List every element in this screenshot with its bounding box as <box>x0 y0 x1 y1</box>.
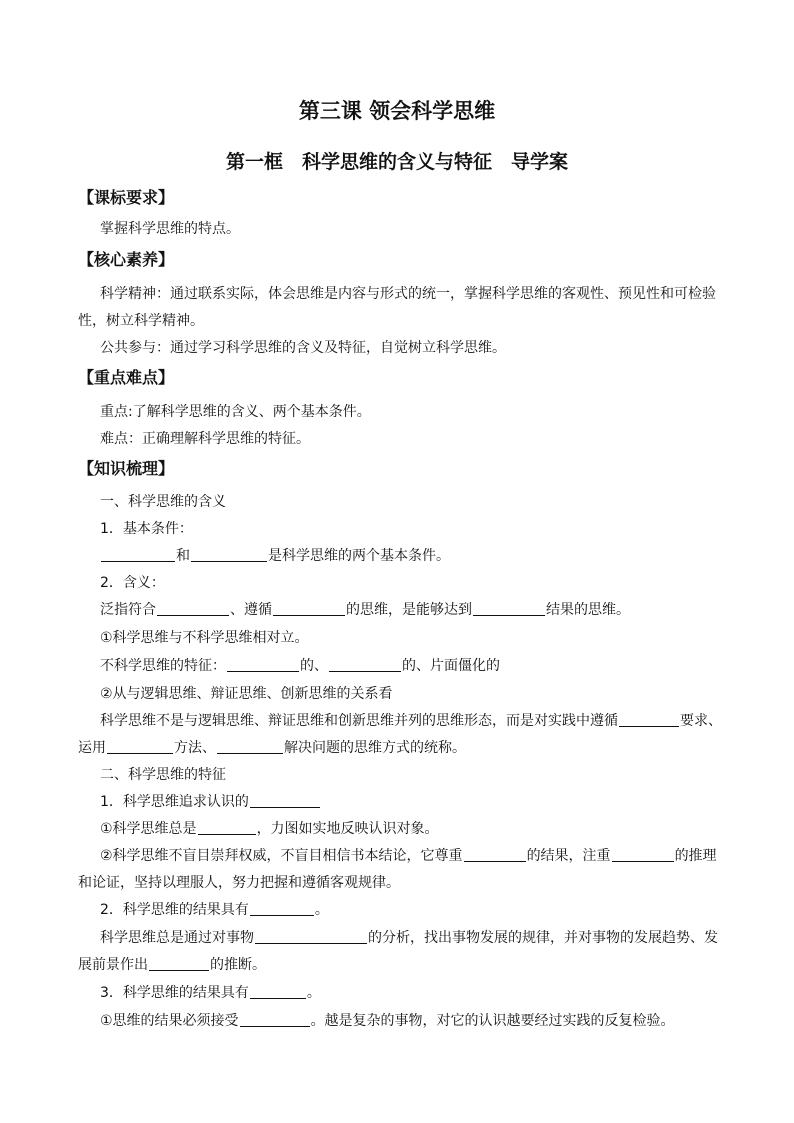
paragraph: 性，树立科学精神。 <box>78 313 204 329</box>
blank-line[interactable] <box>198 819 256 835</box>
blank-line[interactable] <box>464 846 526 862</box>
blank-line[interactable] <box>101 546 175 562</box>
blank-line[interactable] <box>149 955 209 971</box>
fill-line: 科学思维总是通过对事物 的分析，找出事物发展的规律，并对事物的发展趋势、发 <box>100 930 718 946</box>
blank-line[interactable] <box>255 928 367 944</box>
blank-line[interactable] <box>612 846 674 862</box>
blank-line[interactable] <box>250 792 320 808</box>
blank-line[interactable] <box>191 546 267 562</box>
fill-line: ②科学思维不盲目崇拜权威，不盲目相信书本结论，它尊重 的结果，注重 的推理 <box>100 848 717 864</box>
blank-line[interactable] <box>273 600 345 616</box>
paragraph: 二、科学思维的特征 <box>100 767 226 783</box>
paragraph: 2．含义： <box>100 575 165 591</box>
blank-line[interactable] <box>619 711 679 727</box>
fill-line: 不科学思维的特征： 的、 的、片面僵化的 <box>100 658 500 674</box>
lesson-subtitle: 第一框 科学思维的含义与特征 导学案 <box>225 151 568 173</box>
paragraph: 科学精神：通过联系实际，体会思维是内容与形式的统一，掌握科学思维的客观性、预见性和可检验 <box>100 286 716 302</box>
blank-line[interactable] <box>329 656 401 672</box>
fill-line: 运用 方法、 解决问题的思维方式的统称。 <box>78 740 466 756</box>
fill-line: 3．科学思维的结果具有 。 <box>100 985 321 1001</box>
section-heading-knowledge: 【知识梳理】 <box>78 459 175 478</box>
blank-line[interactable] <box>250 983 306 999</box>
fill-line: 和 是科学思维的两个基本条件。 <box>100 546 450 566</box>
blank-line[interactable] <box>250 900 314 916</box>
paragraph: ①科学思维与不科学思维相对立。 <box>100 630 309 646</box>
paragraph: 公共参与：通过学习科学思维的含义及特征，自觉树立科学思维。 <box>100 340 506 356</box>
fill-line: ①科学思维总是 ，力图如实地反映认识对象。 <box>100 821 439 837</box>
section-heading-curriculum: 【课标要求】 <box>78 188 175 207</box>
blank-line[interactable] <box>240 1011 310 1027</box>
lesson-title: 第三课 领会科学思维 <box>298 98 496 123</box>
paragraph: 掌握科学思维的特点。 <box>100 221 240 237</box>
paragraph: 难点：正确理解科学思维的特征。 <box>100 431 310 447</box>
fill-line: 展前景作出 的推断。 <box>78 957 266 973</box>
paragraph: 1．基本条件： <box>100 521 193 537</box>
paragraph: 重点:了解科学思维的含义、两个基本条件。 <box>100 404 371 420</box>
paragraph: 和论证，坚持以理服人，努力把握和遵循客观规律。 <box>78 875 400 891</box>
blank-line[interactable] <box>227 656 299 672</box>
blank-line[interactable] <box>473 600 545 616</box>
fill-line: ①思维的结果必须接受 。越是复杂的事物，对它的认识越要经过实践的反复检验。 <box>100 1013 675 1029</box>
paragraph: 一、科学思维的含义 <box>100 494 226 510</box>
blank-line[interactable] <box>217 738 283 754</box>
blank-line[interactable] <box>157 600 229 616</box>
fill-line: 2．科学思维的结果具有 。 <box>100 902 329 918</box>
section-heading-key-points: 【重点难点】 <box>78 368 175 387</box>
blank-line[interactable] <box>107 738 173 754</box>
paragraph: ②从与逻辑思维、辩证思维、创新思维的关系看 <box>100 686 393 702</box>
fill-line: 科学思维不是与逻辑思维、辩证思维和创新思维并列的思维形态，而是对实践中遵循 要求、 <box>100 713 722 729</box>
section-heading-core-literacy: 【核心素养】 <box>78 250 175 269</box>
fill-line: 泛指符合 、遵循 的思维，是能够达到 结果的思维。 <box>100 602 630 618</box>
fill-line: 1．科学思维追求认识的 <box>100 792 321 812</box>
